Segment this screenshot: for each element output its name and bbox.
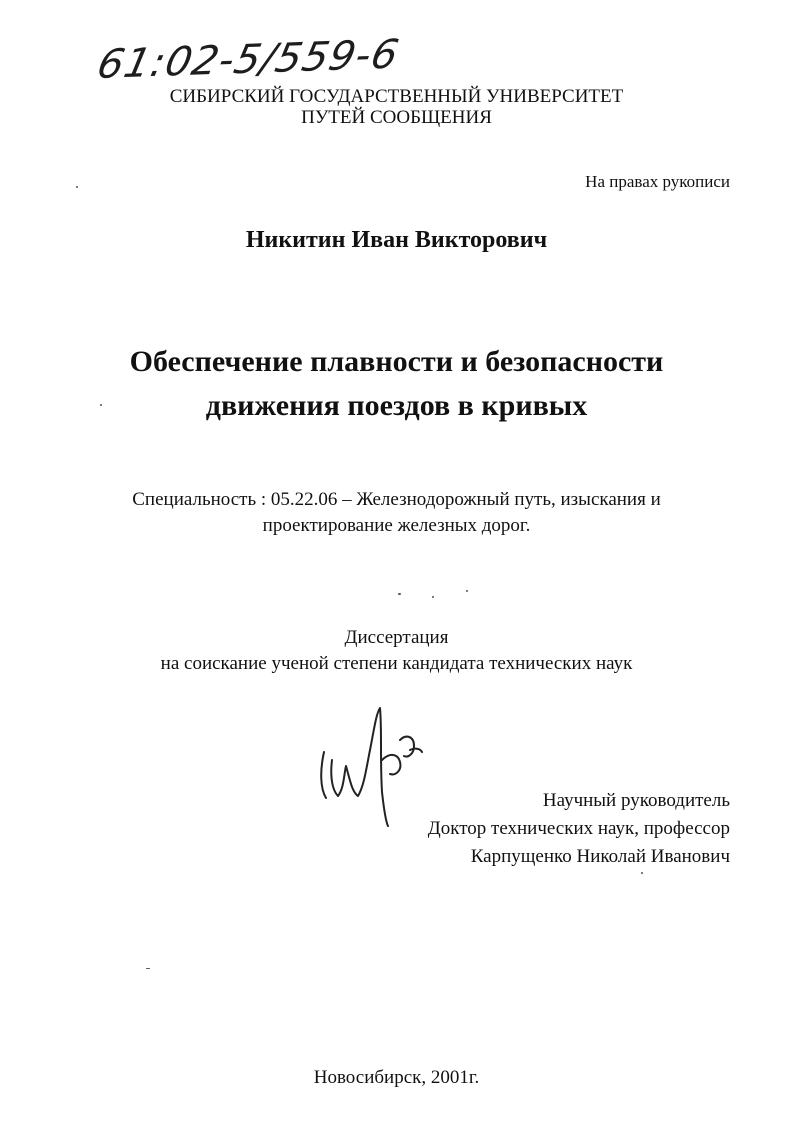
- supervisor-name: Карпущенко Николай Иванович: [470, 846, 730, 867]
- scan-speck: [146, 968, 150, 969]
- dissertation-line-1: Диссертация: [344, 627, 449, 648]
- scan-speck: [432, 596, 434, 598]
- dissertation-type: [0, 625, 793, 677]
- scan-speck: [76, 186, 78, 188]
- supervisor-role: Научный руководитель: [542, 790, 730, 811]
- scan-speck: [466, 590, 468, 592]
- dissertation-title: [0, 340, 793, 428]
- handwritten-signature: [310, 700, 430, 830]
- title-line-2: движения поездов в кривых: [205, 389, 588, 422]
- author-name: Никитин Иван Викторович: [245, 227, 548, 253]
- specialty-block: [0, 487, 793, 539]
- supervisor-degree: Доктор технических наук, профессор: [427, 818, 730, 839]
- supervisor-block: [428, 787, 730, 871]
- archive-handwritten-note: 61:02-5/559-6: [93, 31, 404, 88]
- specialty-line-1: Специальность : 05.22.06 – Железнодорожный путь, изыскания и: [132, 489, 661, 510]
- city-year: Новосибирск, 2001г.: [313, 1067, 480, 1088]
- university-name: [0, 86, 793, 128]
- title-line-1: Обеспечение плавности и безопасности: [129, 345, 664, 378]
- specialty-line-2: проектирование железных дорог.: [262, 515, 531, 536]
- scan-speck: [100, 404, 102, 406]
- rights-note: На правах рукописи: [585, 172, 730, 191]
- university-line-2: ПУТЕЙ СООБЩЕНИЯ: [301, 107, 492, 128]
- university-line-1: СИБИРСКИЙ ГОСУДАРСТВЕННЫЙ УНИВЕРСИТЕТ: [169, 86, 624, 107]
- scan-speck: [398, 593, 401, 595]
- dissertation-line-2: на соискание ученой степени кандидата технических наук: [160, 653, 633, 674]
- scan-speck: [641, 872, 643, 874]
